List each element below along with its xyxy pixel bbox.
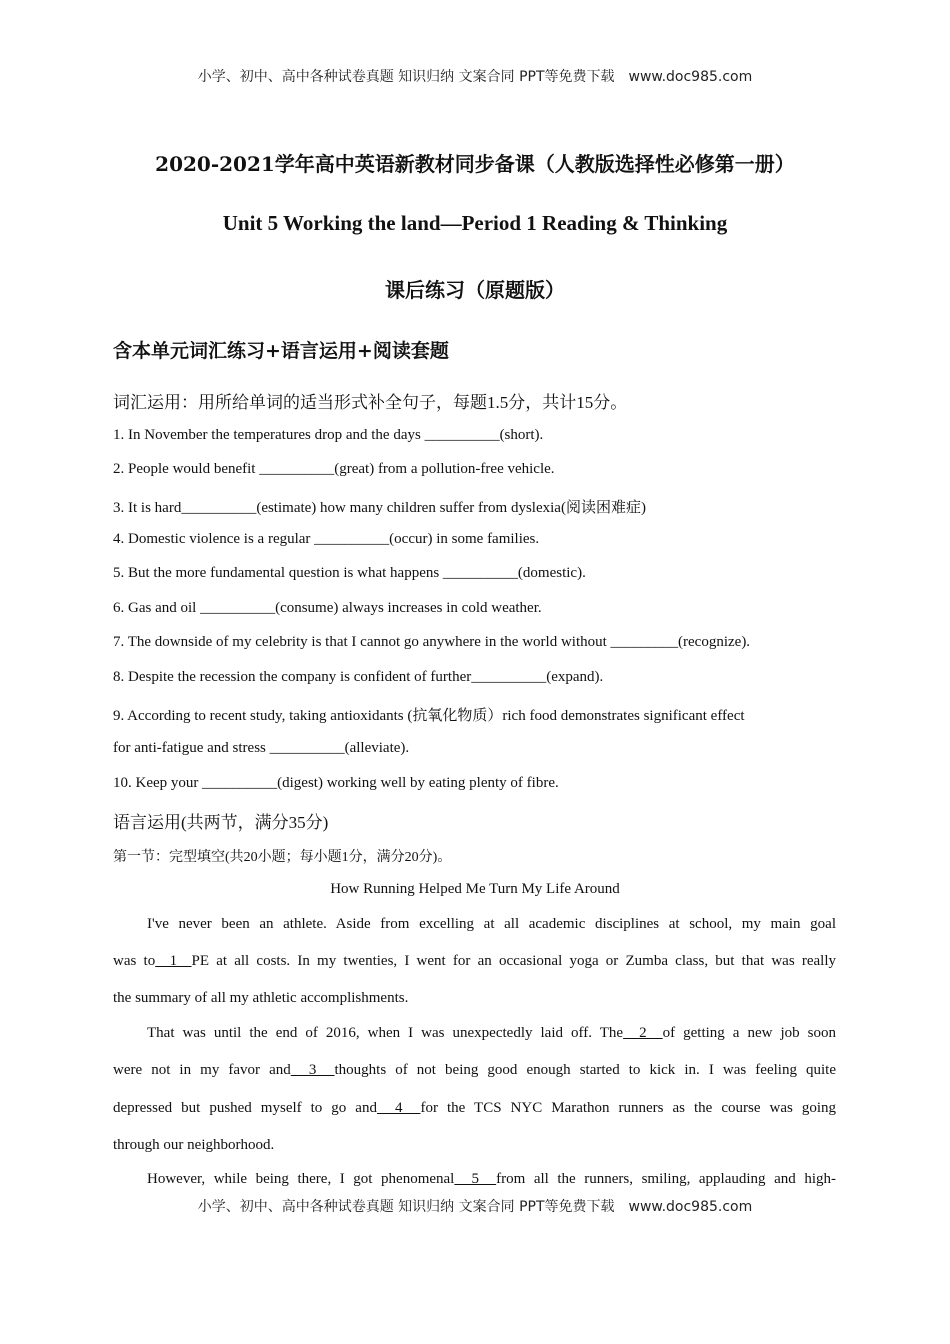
vocab-item: 6. Gas and oil __________(consume) always increases in cold weather. xyxy=(113,600,542,616)
passage-line: were not in my favor and 3 thoughts of not being good enough started to kick in. I was feeling quite xyxy=(113,1062,836,1078)
blank-5: 5 xyxy=(454,1171,497,1187)
section-subtitle: 含本单元词汇练习+语言运用+阅读套题 xyxy=(113,340,449,362)
blank-1: 1 xyxy=(155,953,192,969)
blank-2: 2 xyxy=(623,1025,663,1041)
passage-line: through our neighborhood. xyxy=(113,1137,275,1153)
blank-3: 3 xyxy=(290,1062,335,1078)
passage-line: the summary of all my athletic accomplishments. xyxy=(113,990,409,1006)
page-header: 小学、初中、高中各种试卷真题 知识归纳 文案合同 PPT等免费下载 www.doc985.com xyxy=(197,69,753,85)
vocab-item: 2. People would benefit __________(great) from a pollution-free vehicle. xyxy=(113,461,555,477)
passage-title: How Running Helped Me Turn My Life Around xyxy=(330,881,620,897)
vocab-item-continued: for anti-fatigue and stress __________(alleviate). xyxy=(113,740,410,756)
vocab-item: 1. In November the temperatures drop and the days __________(short). xyxy=(113,427,544,443)
vocab-item: 9. According to recent study, taking antioxidants (抗氧化物质）rich food demonstrates significant effect xyxy=(113,708,745,724)
passage-line: That was until the end of 2016, when I was unexpectedly laid off. The 2 of getting a new job soon xyxy=(147,1025,836,1041)
passage-line: was to 1 PE at all costs. In my twenties, I went for an occasional yoga or Zumba class, but that was really xyxy=(113,953,837,969)
vocab-item: 7. The downside of my celebrity is that I cannot go anywhere in the world without _________(recognize). xyxy=(113,634,751,650)
passage-line: I've never been an athlete. Aside from excelling at all academic disciplines at school, my main goal xyxy=(147,916,836,932)
page-title: 2020-2021学年高中英语新教材同步备课（人教版选择性必修第一册） xyxy=(155,152,795,176)
vocab-instructions: 词汇运用：用所给单词的适当形式补全句子，每题1.5分，共计15分。 xyxy=(113,393,628,412)
vocab-item: 5. But the more fundamental question is what happens __________(domestic). xyxy=(113,565,586,581)
passage-line: depressed but pushed myself to go and 4 for the TCS NYC Marathon runners as the course was going xyxy=(113,1100,836,1116)
vocab-item: 8. Despite the recession the company is confident of further__________(expand). xyxy=(113,669,604,685)
cloze-section-heading: 第一节：完型填空(共20小题；每小题1分，满分20分)。 xyxy=(113,850,452,865)
page-footer: 小学、初中、高中各种试卷真题 知识归纳 文案合同 PPT等免费下载 www.doc985.com xyxy=(197,1199,753,1215)
blank-4: 4 xyxy=(376,1100,421,1116)
vocab-item: 3. It is hard__________(estimate) how many children suffer from dyslexia(阅读困难症) xyxy=(113,500,646,516)
vocab-item: 4. Domestic violence is a regular __________(occur) in some families. xyxy=(113,531,540,547)
language-section-heading: 语言运用(共两节，满分35分) xyxy=(113,813,329,832)
passage-line: However, while being there, I got phenomenal 5 from all the runners, smiling, applauding and high- xyxy=(147,1171,836,1187)
vocab-item: 10. Keep your __________(digest) working well by eating plenty of fibre. xyxy=(113,775,559,791)
unit-title: Unit 5 Working the land—Period 1 Reading & Thinking xyxy=(222,211,728,235)
exercise-title: 课后练习（原题版） xyxy=(385,278,565,302)
